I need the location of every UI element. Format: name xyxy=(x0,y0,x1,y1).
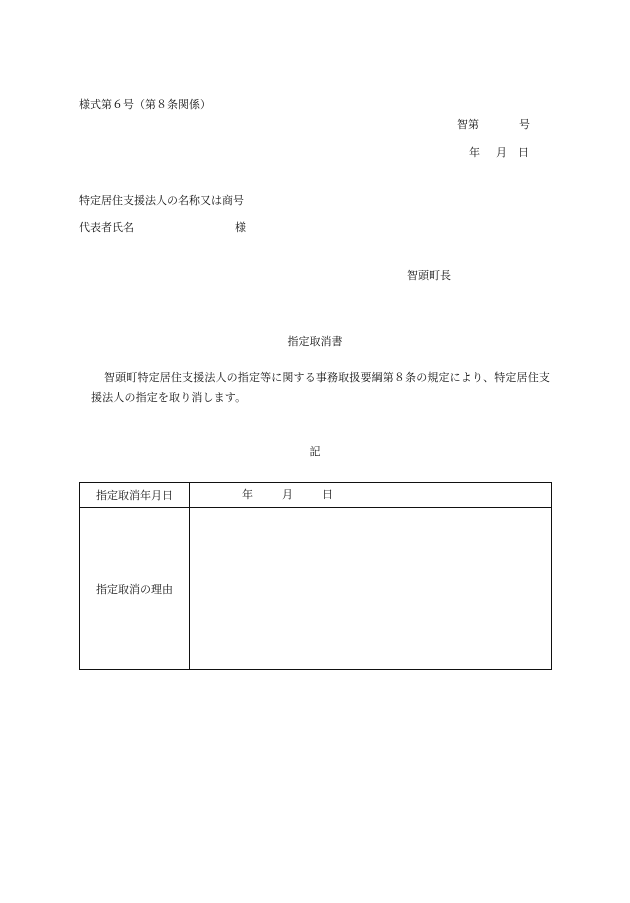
form-number: 様式第６号（第８条関係） xyxy=(79,98,211,111)
issue-date-month: 月 xyxy=(496,146,507,159)
body-paragraph: 智頭町特定居住支援法人の指定等に関する事務取扱要綱第８条の規定により、特定居住支援法人の指定を取り消します。 xyxy=(91,371,550,404)
issuer-name: 智頭町長 xyxy=(407,269,451,282)
revocation-reason-label: 指定取消の理由 xyxy=(80,508,190,670)
revocation-reason-value[interactable] xyxy=(190,508,552,670)
revocation-date-month: 月 xyxy=(282,488,293,501)
revocation-date-year: 年 xyxy=(242,488,253,501)
detail-table xyxy=(79,482,552,670)
document-title: 指定取消書 xyxy=(287,335,343,348)
revocation-date-value[interactable] xyxy=(190,483,552,508)
document-number-prefix: 智第 xyxy=(457,118,479,131)
revocation-date-label: 指定取消年月日 xyxy=(80,483,190,508)
document-number-suffix: 号 xyxy=(519,118,530,131)
revocation-date-day: 日 xyxy=(322,488,333,501)
issue-date-year: 年 xyxy=(469,146,480,159)
issue-date-day: 日 xyxy=(518,146,529,159)
honorific: 様 xyxy=(235,221,246,234)
table-row-reason xyxy=(80,508,552,670)
corporation-name-label: 特定居住支援法人の名称又は商号 xyxy=(79,194,244,207)
representative-name-label: 代表者氏名 xyxy=(79,221,134,234)
ki-heading: 記 xyxy=(309,445,321,458)
table-row-date xyxy=(80,483,552,508)
